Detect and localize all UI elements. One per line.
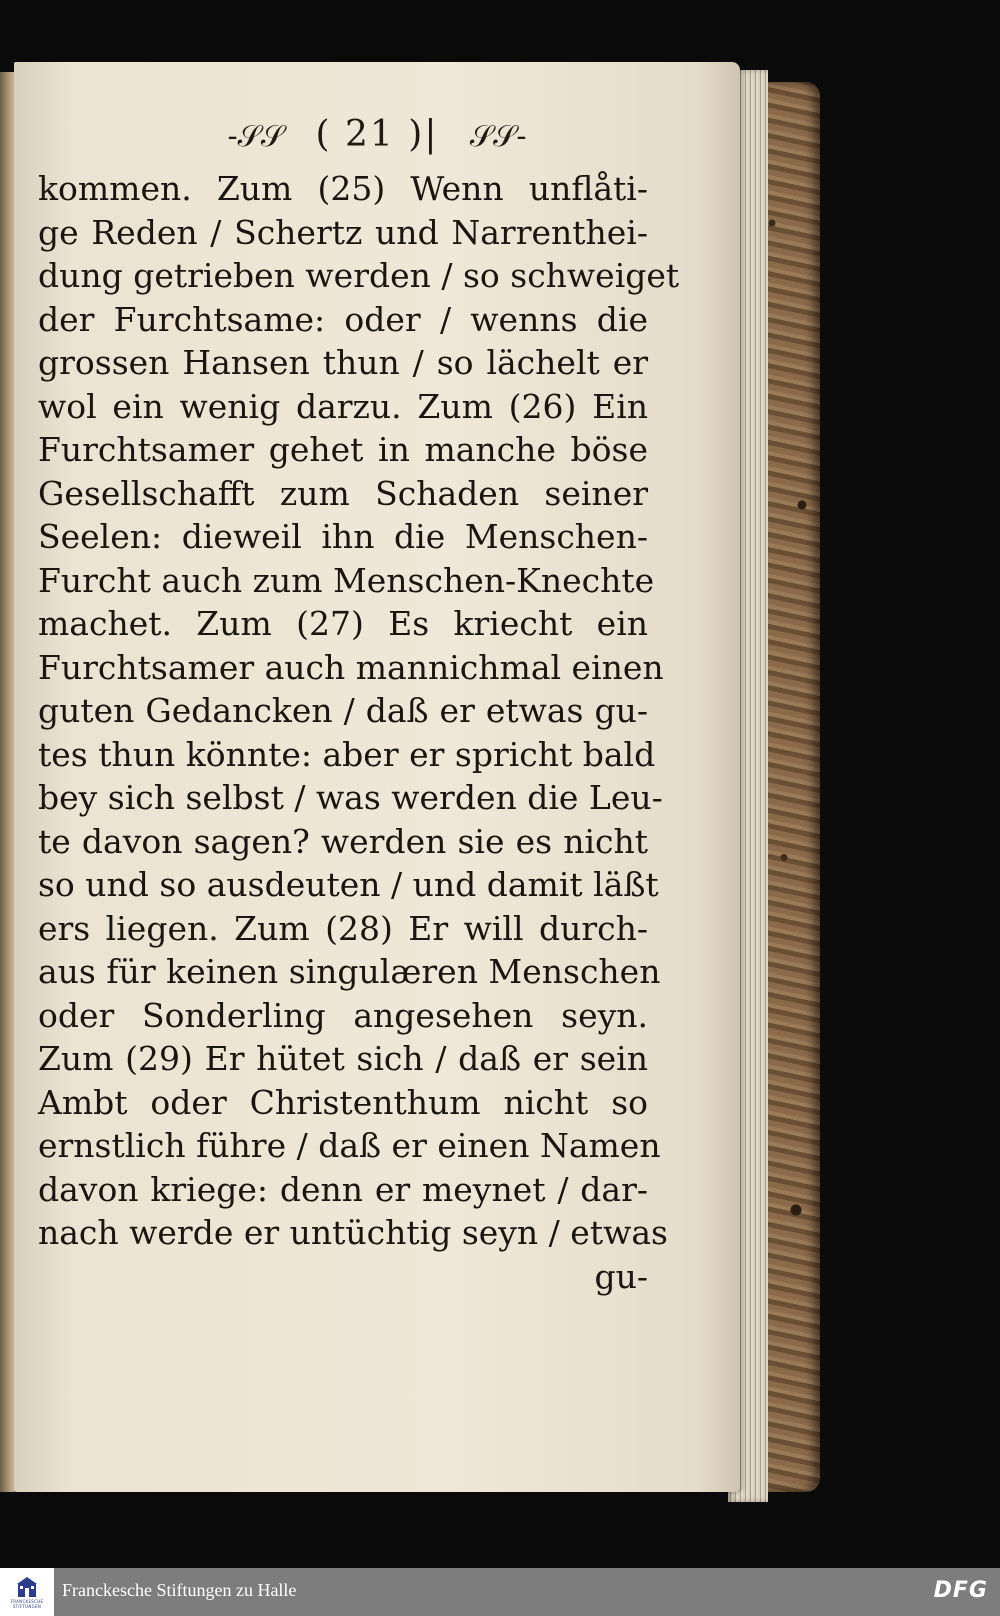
left-ornament-icon: -𝒮𝒮 — [227, 119, 285, 154]
text-line: oder Sonderling angesehen seyn. — [38, 995, 648, 1035]
text-line: der Furchtsame: oder / wenns die — [38, 299, 648, 339]
text-line: so und so ausdeuten / und damit läßt — [38, 865, 659, 904]
right-ornament-icon: 𝒮𝒮- — [469, 119, 527, 154]
text-line: davon kriege: denn er meynet / dar- — [38, 1169, 648, 1209]
dfg-logo[interactable]: DFG — [933, 1578, 988, 1603]
text-line: aus für keinen singulæren Menschen — [38, 952, 661, 991]
franckesche-stiftungen-logo[interactable] — [0, 1568, 54, 1616]
text-line: Seelen: dieweil ihn die Menschen- — [38, 517, 648, 556]
text-line: machet. Zum (27) Es kriecht ein — [38, 604, 648, 643]
page-body-text — [38, 167, 680, 1298]
text-line: bey sich selbst / was werden die Leu- — [38, 778, 663, 817]
text-line: guten Gedancken / daß er etwas gu- — [38, 691, 648, 730]
book-page — [14, 62, 740, 1492]
text-line: Zum (29) Er hütet sich / daß er sein — [38, 1039, 648, 1078]
building-icon — [16, 1575, 38, 1599]
previous-page-edge — [0, 72, 14, 1492]
text-line: dung getrieben werden / so schweiget — [38, 256, 680, 295]
text-line: Ambt oder Christenthum nicht so — [38, 1082, 648, 1122]
text-line: Furchtsamer gehet in manche böse — [38, 430, 648, 469]
page-header — [14, 114, 740, 155]
catchword: gu- — [594, 1256, 648, 1296]
text-line: wol ein wenig darzu. Zum (26) Ein — [38, 386, 648, 426]
page-number: ( 21 )| — [315, 114, 439, 155]
text-line: te davon sagen? werden sie es nicht — [38, 821, 648, 861]
text-line: ers liegen. Zum (28) Er will durch- — [38, 908, 648, 948]
book-cover — [760, 82, 820, 1492]
text-line: ernstlich führe / daß er einen Namen — [38, 1126, 661, 1165]
text-line: grossen Hansen thun / so lächelt er — [38, 343, 648, 382]
text-line: tes thun könnte: aber er spricht bald — [38, 734, 656, 774]
footer-bar — [0, 1568, 1000, 1616]
text-line: Furchtsamer auch mannichmal einen — [38, 647, 664, 687]
text-line: kommen. Zum (25) Wenn unflåti- — [38, 169, 648, 208]
text-line: Gesellschafft zum Schaden seiner — [38, 473, 648, 513]
logo-text: FRANCKESCHE STIFTUNGEN — [10, 1599, 44, 1609]
text-line: Furcht auch zum Menschen-Knechte — [38, 560, 655, 600]
text-line: nach werde er untüchtig seyn / etwas — [38, 1213, 668, 1252]
text-line: ge Reden / Schertz und Narrenthei- — [38, 212, 648, 252]
institution-title[interactable]: Franckesche Stiftungen zu Halle — [62, 1580, 297, 1600]
